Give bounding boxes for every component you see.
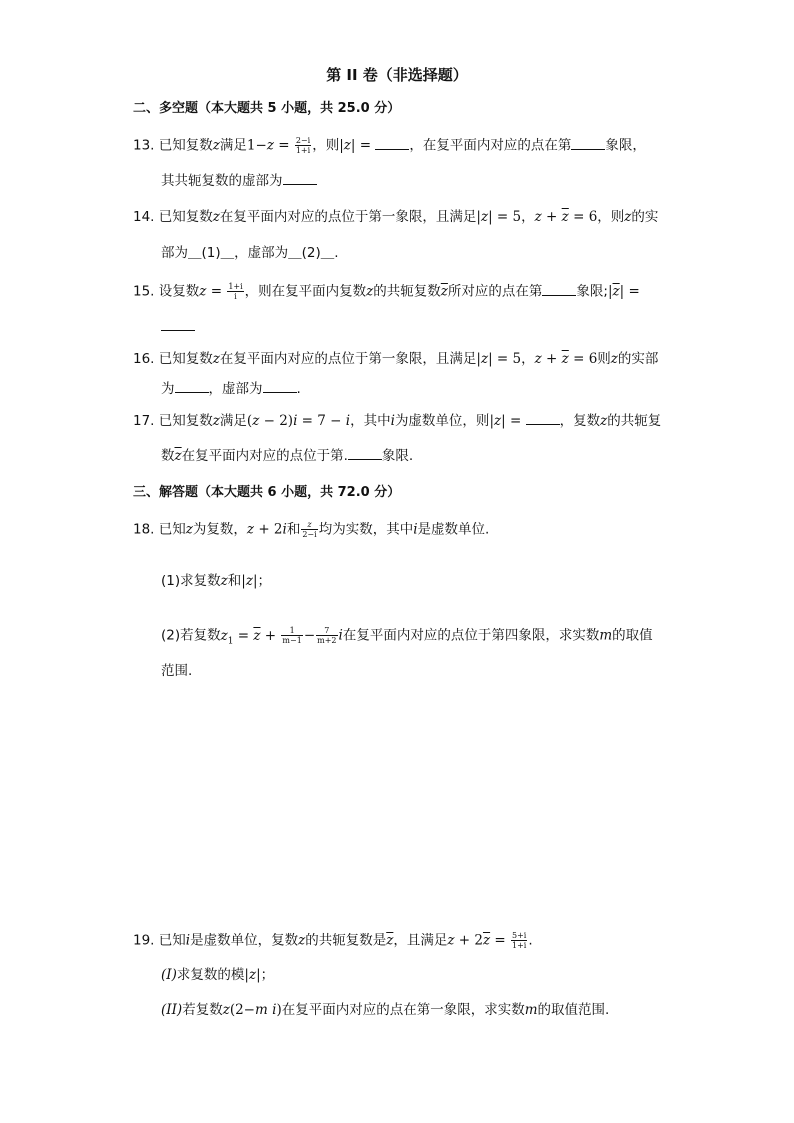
text: 的共轭复数是	[305, 932, 387, 949]
text: ，在复平面内对应的点在第	[409, 137, 572, 154]
question-17-line-1: 17. 已知复数z满足(z − 2)i = 7 − i，其中i为虚数单位，则|z| = ，复数z的共轭复	[133, 413, 662, 429]
text: 数	[161, 448, 175, 464]
text: 在复平面内对应的点位于第一象限，且满足	[219, 209, 477, 225]
text: 和	[286, 521, 301, 538]
text: ，虚部为	[208, 381, 263, 397]
question-number: 19.	[133, 932, 155, 949]
question-16-line-1: 16. 已知复数z在复平面内对应的点位于第一象限，且满足|z| = 5，$z + \overline{z} = 6$则z的实部	[133, 351, 659, 367]
text: 范围.	[161, 663, 193, 679]
text: 为	[161, 381, 175, 397]
text: 的实部	[617, 351, 659, 367]
fraction: $\frac{1}{m-1}$	[282, 626, 302, 645]
text: ；	[257, 573, 271, 589]
text: 的共轭复	[607, 413, 662, 429]
text: 是虚数单位.	[417, 521, 490, 538]
question-19-part-2: (II)若复数z(2−m i)在复平面内对应的点在第一象限，求实数m的取值范围.	[161, 1002, 610, 1018]
answer-blank[interactable]	[348, 447, 382, 460]
question-19-part-1: (I)求复数的模|z|；	[161, 967, 275, 983]
text: 若复数	[182, 1002, 223, 1018]
question-14-line-1: 14. 已知复数z在复平面内对应的点位于第一象限，且满足|z| = 5，$z + \overline{z} = 6$，则z的实	[133, 209, 659, 225]
part-label: (II)	[161, 1002, 183, 1018]
text: 在复平面内对应的点位于第.	[181, 448, 348, 464]
text: 部为＿(1)＿，虚部为＿(2)＿.	[161, 245, 339, 261]
answer-blank[interactable]	[526, 412, 560, 425]
text: (1)求复数	[161, 573, 221, 589]
text: 已知复数	[158, 209, 213, 225]
fraction: $\frac{5+i}{1+i}$	[512, 931, 527, 950]
question-18-part-1: (1)求复数z和|z|；	[161, 573, 271, 589]
question-number: 13.	[133, 137, 155, 154]
text: 求复数的模	[176, 967, 245, 983]
question-16-line-2	[161, 380, 301, 398]
text: 已知复数	[158, 413, 213, 429]
section-heading-answers: 三、解答题（本大题共 6 小题，共 72.0 分）	[133, 485, 401, 500]
text: 象限;	[576, 283, 608, 300]
answer-blank[interactable]	[175, 380, 209, 393]
text: ，其中	[350, 413, 391, 429]
text: 象限.	[381, 448, 414, 464]
text: ，则在复平面内复数	[244, 283, 367, 300]
text: 其共轭复数的虚部为	[161, 173, 283, 189]
answer-blank[interactable]	[263, 380, 297, 393]
text: ，则	[312, 137, 340, 154]
section-heading-multi-blank: 二、多空题（本大题共 5 小题，共 25.0 分）	[133, 101, 401, 116]
text: 和	[227, 573, 242, 589]
fraction: $\frac{7}{m+2}$	[317, 626, 337, 645]
page-title: 第 II 卷（非选择题）	[326, 66, 468, 84]
text: 设复数	[158, 283, 200, 300]
text: ，且满足	[393, 932, 448, 949]
text: 的取值范围.	[537, 1002, 610, 1018]
text: 在复平面内对应的点在第一象限，求实数	[281, 1002, 525, 1018]
text: 象限，	[605, 137, 646, 154]
answer-blank[interactable]	[571, 137, 605, 150]
text: 为虚数单位，则	[394, 413, 490, 429]
text: 的实	[631, 209, 659, 225]
text: 是虚数单位，复数	[190, 932, 299, 949]
question-19-line-1: 19. 已知i是虚数单位，复数z的共轭复数是$\overline{z}$，且满足$z + 2\overline{z}$ = $\frac{5+i}{1+i}$ .	[133, 931, 533, 950]
answer-blank[interactable]	[161, 318, 195, 331]
question-17-line-2: 数$\overline{z}$在复平面内对应的点位于第. 象限.	[161, 448, 414, 464]
fraction: $\frac{z}{2-i}$	[302, 520, 317, 539]
text: 已知复数	[158, 351, 213, 367]
text: ；	[260, 967, 275, 983]
question-15-line-1: 15. 设复数z = $\frac{1+i}{i}$ ，则在复平面内复数z的共轭复数$\overline{z}$所对应的点在第 象限$;|\overline{z}|$ =	[133, 282, 640, 301]
question-15-line-2	[161, 318, 195, 336]
answer-blank[interactable]	[283, 172, 317, 185]
text: 在复平面内对应的点位于第四象限，求实数	[342, 627, 600, 644]
question-18-part-2: (2)若复数$z_1 = \overline{z}$ + $\frac{1}{m-1}$ − $\frac{7}{m+2}$ i在复平面内对应的点位于第四象限，求实数m的取值	[161, 626, 653, 647]
question-13-line-2	[161, 172, 317, 190]
part-label: (I)	[161, 967, 177, 983]
text: 已知	[158, 521, 186, 538]
question-18-part-2-line-2	[161, 662, 192, 680]
text: .	[528, 932, 533, 949]
question-number: 16.	[133, 351, 155, 367]
text: .	[296, 381, 301, 397]
text: 已知	[158, 932, 186, 949]
fraction: $\frac{2-i}{1+i}$	[295, 136, 311, 155]
text: 的共轭复数	[373, 283, 441, 300]
text: ，则	[597, 209, 625, 225]
text: (2)若复数	[161, 627, 221, 644]
answer-blank[interactable]	[375, 137, 409, 150]
text: ，复数	[559, 413, 601, 429]
text: 已知复数	[158, 137, 213, 154]
text: 均为实数，其中	[318, 521, 414, 538]
question-number: 14.	[133, 209, 155, 225]
answer-blank[interactable]	[542, 283, 576, 296]
question-18-line-1: 18. 已知z为复数，z + 2i和 $\frac{z}{2-i}$ 均为实数，其中i是虚数单位.	[133, 520, 490, 539]
fraction: $\frac{1+i}{i}$	[228, 282, 243, 301]
question-number: 17.	[133, 413, 155, 429]
text: 满足	[219, 137, 247, 154]
text: 所对应的点在第	[447, 283, 543, 300]
text: 在复平面内对应的点位于第一象限，且满足	[219, 351, 477, 367]
text: 的取值	[612, 627, 653, 644]
question-number: 18.	[133, 521, 155, 538]
question-number: 15.	[133, 283, 155, 300]
text: 则	[597, 351, 611, 367]
question-13-line-1: 13. 已知复数z满足1−z = $\frac{2-i}{1+i}$ ，则|z| = ，在复平面内对应的点在第 象限，	[133, 136, 646, 155]
text: 为复数，	[192, 521, 247, 538]
question-14-line-2	[161, 244, 339, 262]
text: 满足	[219, 413, 247, 429]
